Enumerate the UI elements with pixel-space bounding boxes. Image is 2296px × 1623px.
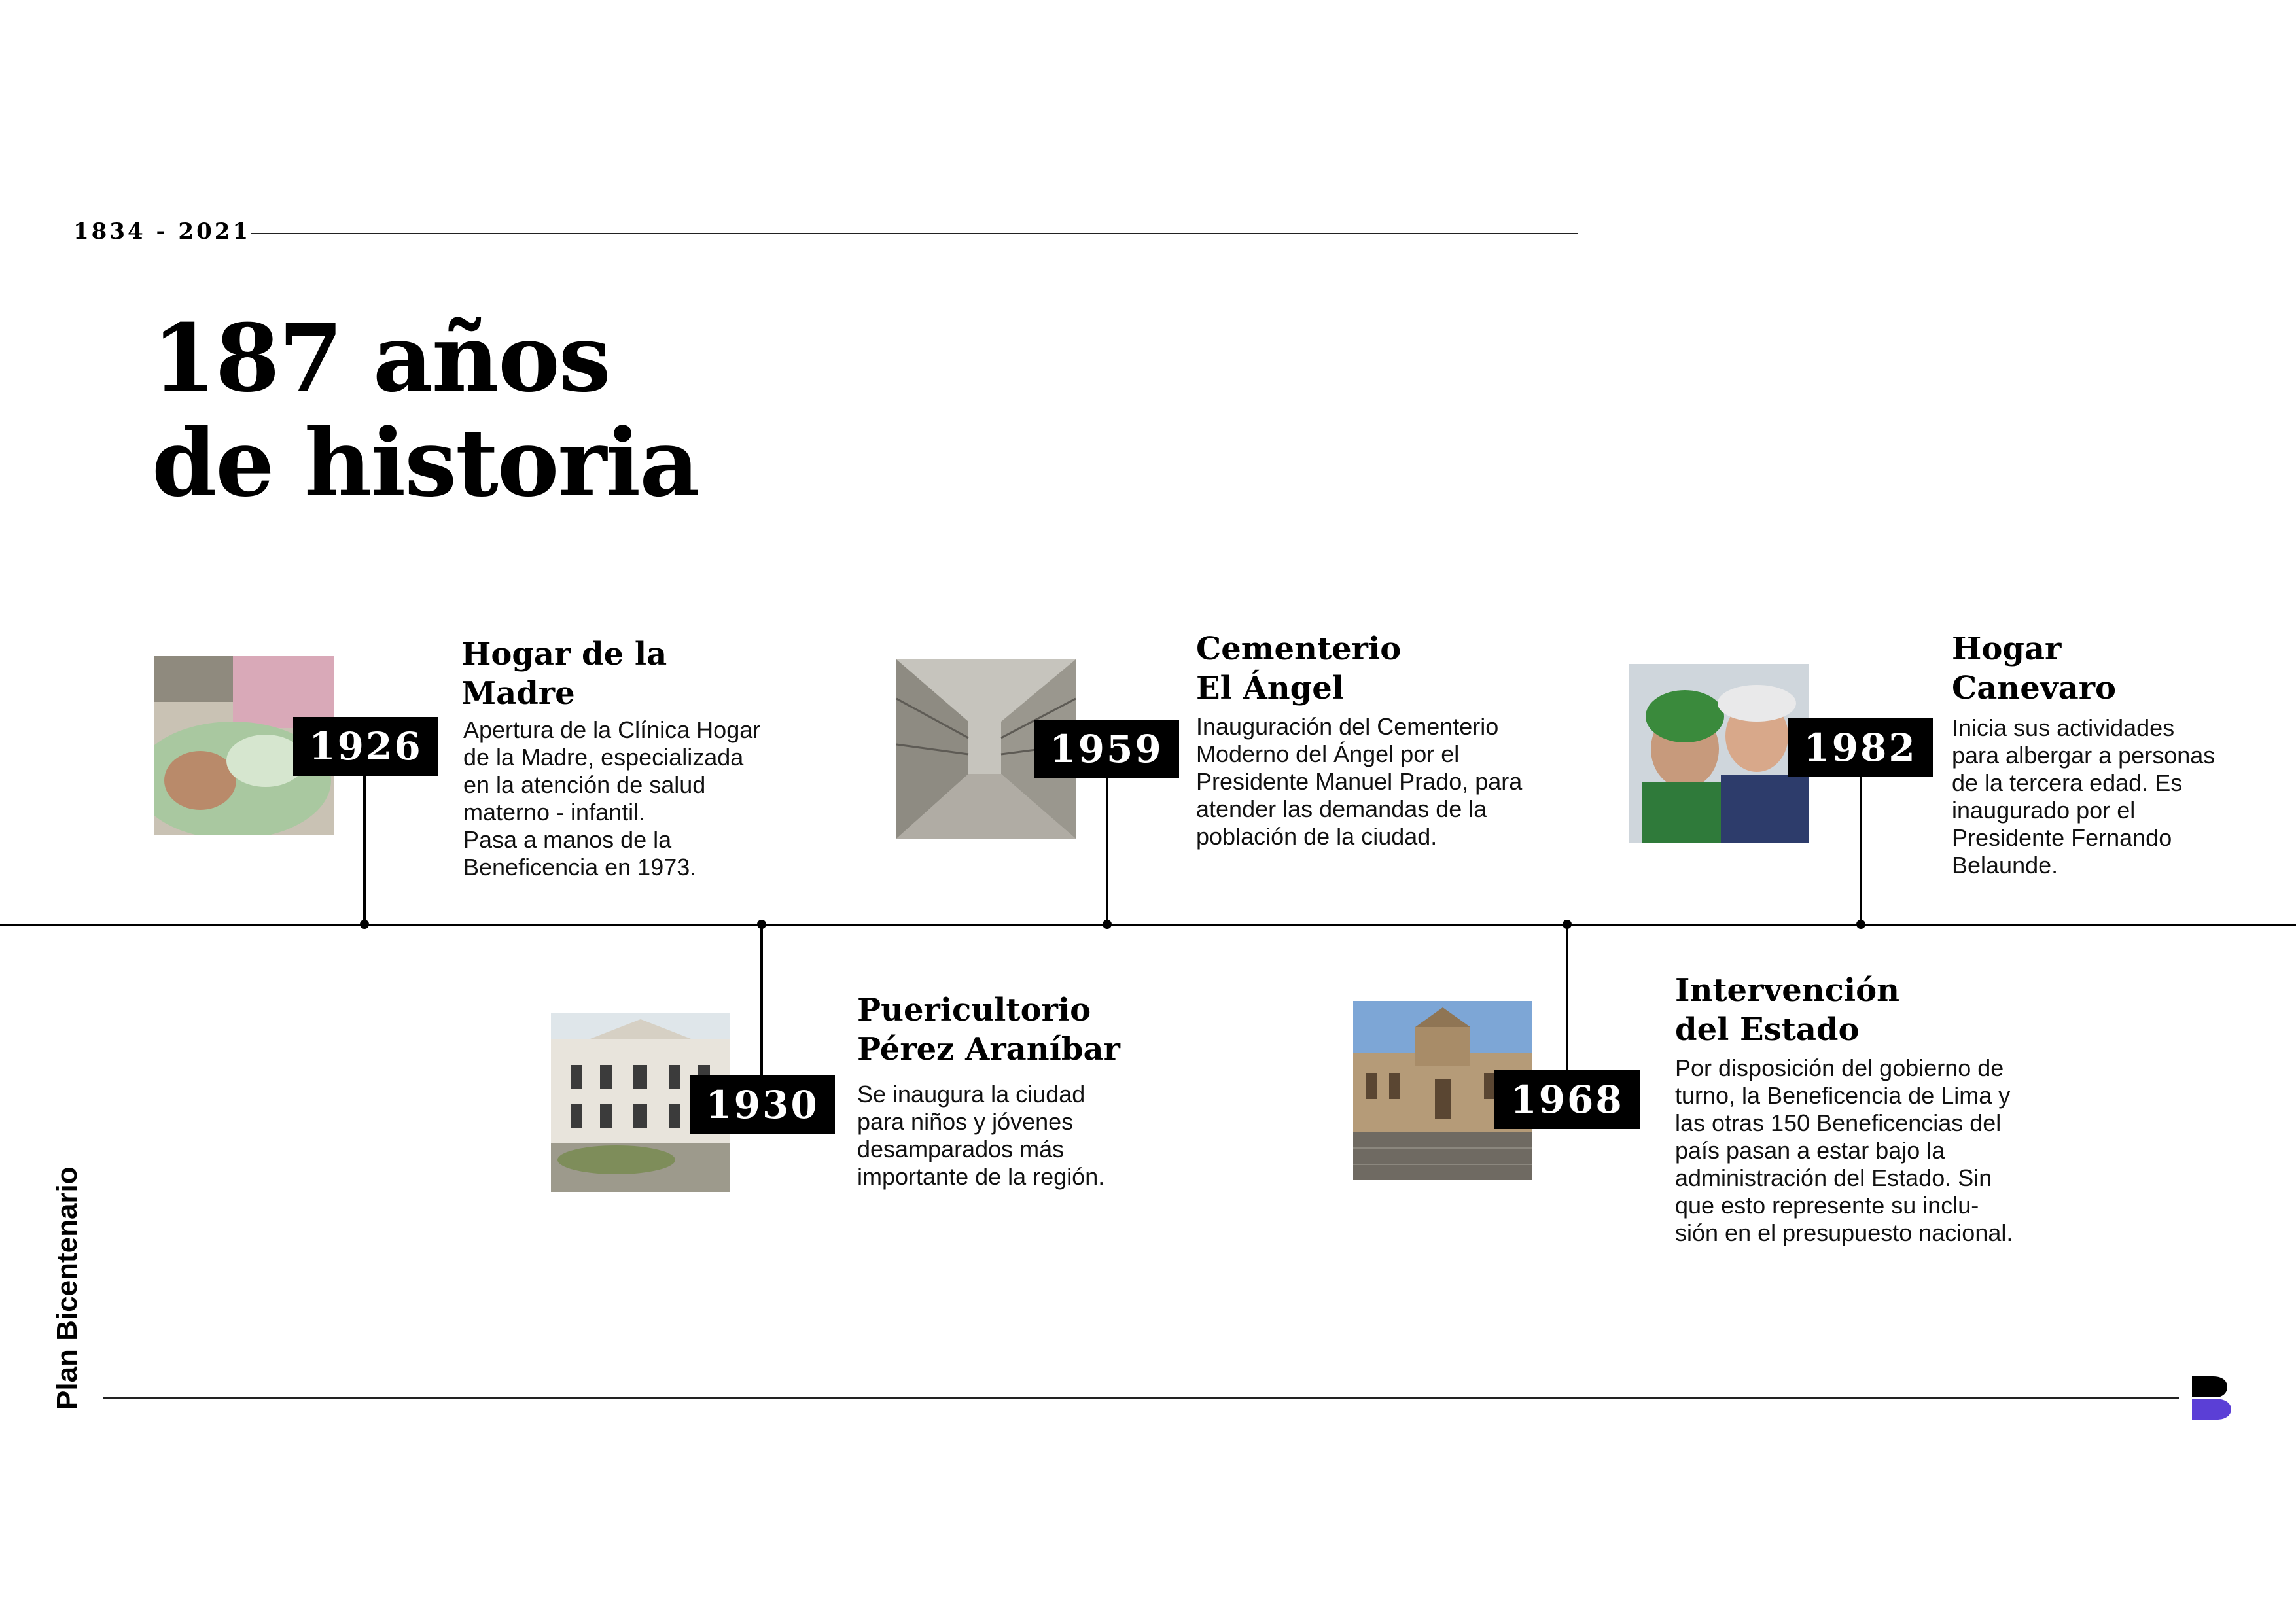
node-1926: [360, 920, 369, 929]
date-range: 1834 - 2021: [73, 218, 251, 245]
header-divider: [251, 233, 1578, 234]
event-title-1930: Puericultorio Pérez Araníbar: [857, 992, 1120, 1068]
connector-1968: [1566, 925, 1568, 1073]
logo-icon: [2192, 1376, 2231, 1420]
connector-1926: [363, 776, 366, 925]
event-body-1959: Inauguración del Cementerio Moderno del Ángel por el Presidente Manuel Prado, para atender las demandas de la población de la ciudad.: [1196, 713, 1523, 850]
logo-b-icon: [2192, 1376, 2231, 1420]
year-badge-1959: 1959: [1034, 720, 1179, 778]
footer-divider: [103, 1397, 2179, 1399]
event-title-1926: Hogar de la Madre: [461, 636, 667, 712]
node-1930: [757, 920, 766, 929]
node-1982: [1856, 920, 1865, 929]
photo-canevaro-image: [1629, 664, 1809, 843]
event-body-1982: Inicia sus actividades para albergar a personas de la tercera edad. Es inaugurado por el Presidente Fernando Belaunde.: [1952, 714, 2216, 879]
node-1968: [1563, 920, 1572, 929]
event-body-1926: Apertura de la Clínica Hogar de la Madre, especializada en la atención de salud materno - infantil. Pasa a manos de la Beneficencia en 1973.: [463, 716, 761, 881]
year-badge-1982: 1982: [1788, 718, 1933, 777]
event-title-1968: Intervención del Estado: [1675, 972, 1900, 1048]
title-line-2: de historia: [152, 409, 699, 517]
connector-1930: [760, 925, 763, 1077]
year-badge-1930: 1930: [690, 1075, 835, 1134]
event-title-1959: Cementerio El Ángel: [1196, 631, 1402, 707]
connector-1982: [1860, 777, 1862, 925]
timeline-axis: [0, 924, 2296, 926]
event-body-1968: Por disposición del gobierno de turno, la Beneficencia de Lima y las otras 150 Beneficencias del país pasan a estar bajo la administración del Estado. Sin que esto represente su inclu- sión en el presupuesto nacional.: [1675, 1055, 2013, 1246]
page-title: [152, 306, 698, 515]
node-1959: [1103, 920, 1112, 929]
connector-1959: [1106, 778, 1108, 925]
title-line-1: 187 años: [152, 304, 610, 413]
side-label: Plan Bicentenario: [51, 1166, 83, 1410]
year-badge-1926: 1926: [293, 717, 438, 776]
event-body-1930: Se inaugura la ciudad para niños y jóvenes desamparados más importante de la región.: [857, 1081, 1105, 1190]
event-title-1982: Hogar Canevaro: [1952, 631, 2117, 707]
photo-canevaro: [1629, 664, 1809, 843]
year-badge-1968: 1968: [1494, 1070, 1640, 1129]
